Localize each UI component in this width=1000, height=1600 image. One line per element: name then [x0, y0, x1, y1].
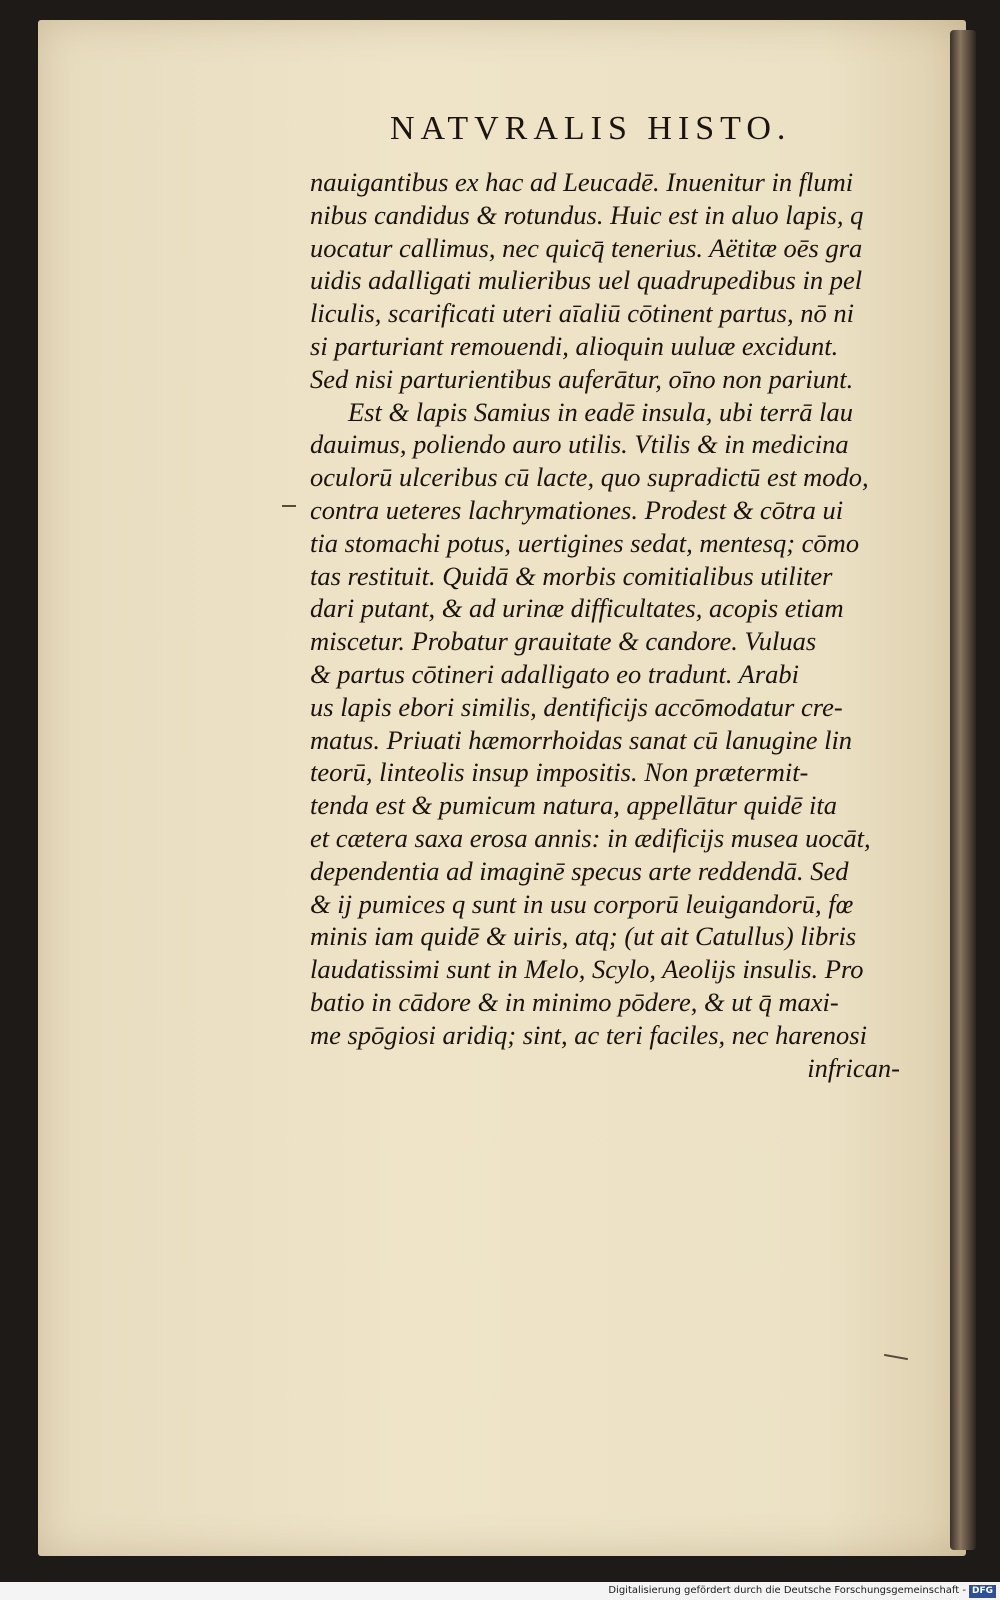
- text-line: batio in cādore & in minimo pōdere, & ut q̄ maxi-: [310, 986, 839, 1017]
- text-line: dari putant, & ad urinæ difficultates, acopis etiam: [310, 593, 844, 624]
- text-line: liculis, scarificati uteri aīaliū cōtinent partus, nō ni: [310, 298, 854, 329]
- text-line: Est & lapis Samius in eadē insula, ubi terrā lau: [348, 396, 853, 427]
- text-line: miscetur. Probatur grauitate & candore. Vuluas: [310, 626, 817, 657]
- dfg-logo: DFG: [969, 1585, 996, 1598]
- catchword: infrican-: [807, 1052, 900, 1083]
- text-line: dauimus, poliendo auro utilis. Vtilis & in medicina: [310, 429, 849, 460]
- text-line: tenda est & pumicum natura, appellātur quidē ita: [310, 790, 838, 821]
- running-head: NATVRALIS HISTO.: [390, 110, 792, 147]
- text-line: dependentia ad imaginē specus arte reddendā. Sed: [310, 855, 849, 886]
- text-line: uidis adalligati mulieribus uel quadrupedibus in pel: [310, 265, 863, 296]
- text-block: [310, 166, 930, 1084]
- text-line: et cætera saxa erosa annis: in ædificijs musea uocāt,: [310, 822, 871, 853]
- text-line: us lapis ebori similis, dentificijs accōmodatur cre-: [310, 691, 843, 722]
- text-line: matus. Priuati hæmorrhoidas sanat cū lanugine lin: [310, 724, 853, 755]
- text-line: nauigantibus ex hac ad Leucadē. Inuenitur in flumi: [310, 167, 854, 197]
- text-line: si parturiant remouendi, alioquin uuluæ excidunt.: [310, 330, 839, 361]
- text-line: tia stomachi potus, uertigines sedat, mentesq; cōmo: [310, 527, 860, 558]
- margin-mark: [282, 505, 296, 507]
- text-line: teorū, linteolis insup impositis. Non prætermit-: [310, 757, 809, 788]
- footer-credit: [0, 1582, 1000, 1600]
- text-line: minis iam quidē & uiris, atq; (ut ait Catullus) libris: [310, 921, 857, 952]
- text-line: me spōgiosi aridiq; sint, ac teri faciles, nec harenosi: [310, 1019, 867, 1050]
- text-line: contra ueteres lachrymationes. Prodest & cōtra ui: [310, 494, 844, 525]
- text-line: nibus candidus & rotundus. Huic est in aluo lapis, q: [310, 199, 864, 230]
- text-line: laudatissimi sunt in Melo, Scylo, Aeolijs insulis. Pro: [310, 954, 864, 985]
- page-edge: [950, 30, 976, 1550]
- text-line: uocatur callimus, nec quicq̄ tenerius. Aëtitæ oēs gra: [310, 232, 863, 263]
- text-line: & partus cōtineri adalligato eo tradunt. Arabi: [310, 658, 800, 689]
- text-line: tas restituit. Quidā & morbis comitialibus utiliter: [310, 560, 833, 591]
- text-line: & ij pumices q sunt in usu corporū leuigandorū, fœ: [310, 888, 854, 919]
- text-line: Sed nisi parturientibus auferātur, oīno non pariunt.: [310, 363, 854, 394]
- footer-text: Digitalisierung gefördert durch die Deutsche Forschungsgemeinschaft -: [608, 1585, 966, 1596]
- text-line: oculorū ulceribus cū lacte, quo supradictū est modo,: [310, 462, 869, 493]
